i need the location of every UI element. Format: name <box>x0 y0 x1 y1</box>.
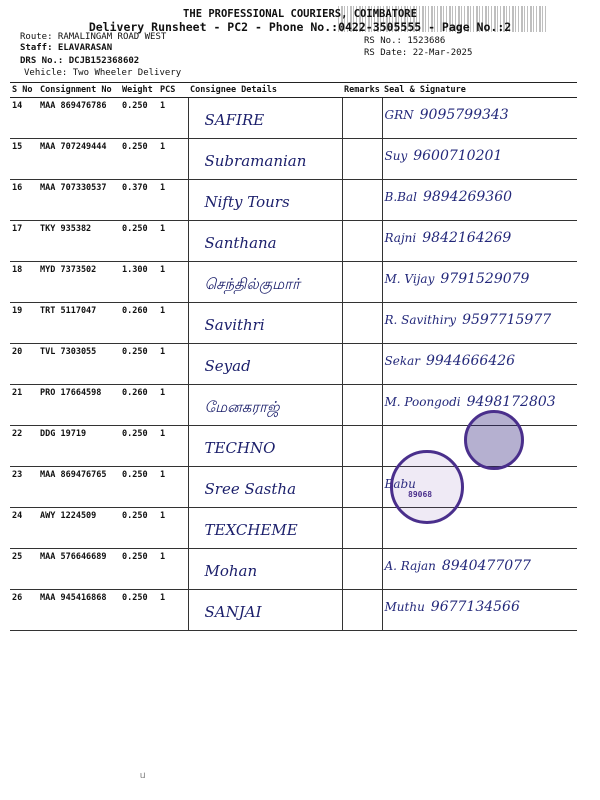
col-consignee: Consignee Details <box>188 83 342 98</box>
row-remarks <box>342 221 382 262</box>
row-consignee-name: SANJAI <box>204 603 262 621</box>
row-seal-signature <box>382 303 577 344</box>
row-sno: 17 <box>10 221 38 262</box>
col-remarks: Remarks <box>342 83 382 98</box>
row-sno: 20 <box>10 344 38 385</box>
row-remarks <box>342 549 382 590</box>
table-header-row <box>10 83 577 98</box>
signature-phone: 9600710201 <box>413 148 503 164</box>
row-consignment-no: MAA 945416868 <box>38 590 120 631</box>
row-sno: 21 <box>10 385 38 426</box>
row-pcs: 1 <box>158 262 188 303</box>
row-seal-signature <box>382 262 577 303</box>
row-consignment-no: MAA 707330537 <box>38 180 120 221</box>
signature-name: Sekar <box>384 354 420 368</box>
row-weight: 0.250 <box>120 590 158 631</box>
row-consignee-name: SAFIRE <box>204 111 265 129</box>
row-signature <box>385 189 576 205</box>
row-weight: 0.250 <box>120 221 158 262</box>
company-round-seal <box>464 410 524 470</box>
vehicle: Vehicle: Two Wheeler Delivery <box>24 68 182 78</box>
row-consignment-no: TRT 5117047 <box>38 303 120 344</box>
row-consignee-name: TECHNO <box>204 439 276 457</box>
col-sno: S No <box>10 83 38 98</box>
runsheet-subtitle: Delivery Runsheet - PC2 - Phone No.:0422-3505555 - Page No.:2 <box>88 20 512 34</box>
row-signature <box>385 312 576 328</box>
row-consignee-cell <box>188 467 342 508</box>
row-consignment-no: MAA 869476765 <box>38 467 120 508</box>
table-row <box>10 180 577 221</box>
row-weight: 0.250 <box>120 467 158 508</box>
row-pcs: 1 <box>158 139 188 180</box>
row-sno: 26 <box>10 590 38 631</box>
row-sno: 15 <box>10 139 38 180</box>
stamp-number: 89068 <box>408 490 433 499</box>
row-remarks <box>342 508 382 549</box>
row-seal-signature <box>382 590 577 631</box>
row-consignment-no: TKY 935382 <box>38 221 120 262</box>
row-weight: 0.250 <box>120 344 158 385</box>
row-consignment-no: MAA 869476786 <box>38 98 120 139</box>
runsheet-table <box>10 82 577 631</box>
row-seal-signature <box>382 139 577 180</box>
row-consignment-no: MYD 7373502 <box>38 262 120 303</box>
signature-phone: 9842164269 <box>422 230 512 246</box>
rs-number: RS No.: 1523686 <box>364 36 446 46</box>
table-row <box>10 467 577 508</box>
row-consignee-cell <box>188 426 342 467</box>
row-weight: 0.250 <box>120 549 158 590</box>
row-signature <box>385 148 576 164</box>
row-weight: 1.300 <box>120 262 158 303</box>
row-pcs: 1 <box>158 549 188 590</box>
col-weight: Weight <box>120 83 158 98</box>
row-consignee-name: மேனகராஜ் <box>204 398 280 416</box>
table-row <box>10 549 577 590</box>
row-signature <box>385 599 576 615</box>
row-remarks <box>342 385 382 426</box>
drs-number: DRS No.: DCJB152368602 <box>20 56 140 66</box>
row-weight: 0.250 <box>120 508 158 549</box>
signature-phone: 9597715977 <box>462 312 552 328</box>
signature-name: A. Rajan <box>384 559 436 573</box>
row-consignment-no: MAA 576646689 <box>38 549 120 590</box>
row-pcs: 1 <box>158 221 188 262</box>
row-consignee-name: Subramanian <box>204 152 307 170</box>
row-sno: 25 <box>10 549 38 590</box>
signature-phone: 9677134566 <box>430 599 520 615</box>
row-pcs: 1 <box>158 344 188 385</box>
row-weight: 0.250 <box>120 426 158 467</box>
row-seal-signature <box>382 180 577 221</box>
row-consignment-no: PRO 17664598 <box>38 385 120 426</box>
row-weight: 0.370 <box>120 180 158 221</box>
row-pcs: 1 <box>158 467 188 508</box>
row-remarks <box>342 344 382 385</box>
signature-name: Babu <box>384 477 416 491</box>
table-row <box>10 508 577 549</box>
signature-name: M. Vijay <box>384 272 435 286</box>
row-consignee-cell <box>188 221 342 262</box>
table-row <box>10 139 577 180</box>
row-consignee-name: Nifty Tours <box>204 193 290 211</box>
row-consignee-cell <box>188 98 342 139</box>
row-weight: 0.250 <box>120 98 158 139</box>
table-row <box>10 590 577 631</box>
row-consignee-name: Seyad <box>204 357 251 375</box>
row-consignment-no: DDG 19719 <box>38 426 120 467</box>
row-pcs: 1 <box>158 385 188 426</box>
row-consignment-no: MAA 707249444 <box>38 139 120 180</box>
row-consignee-cell <box>188 344 342 385</box>
row-sno: 18 <box>10 262 38 303</box>
row-consignee-name: செந்தில்குமார் <box>204 275 300 293</box>
row-pcs: 1 <box>158 303 188 344</box>
row-seal-signature <box>382 221 577 262</box>
signature-phone: 9944666426 <box>425 353 516 369</box>
signature-name: B.Bal <box>384 190 417 204</box>
row-sno: 24 <box>10 508 38 549</box>
row-seal-signature <box>382 98 577 139</box>
row-pcs: 1 <box>158 426 188 467</box>
row-signature <box>385 107 576 123</box>
row-consignee-name: TEXCHEME <box>204 521 298 539</box>
row-consignee-name: Sree Sastha <box>204 480 297 498</box>
row-pcs: 1 <box>158 180 188 221</box>
row-consignee-cell <box>188 303 342 344</box>
row-pcs: 1 <box>158 508 188 549</box>
row-consignee-name: Savithri <box>204 316 265 334</box>
row-sno: 22 <box>10 426 38 467</box>
row-consignee-cell <box>188 139 342 180</box>
signature-name: R. Savithiry <box>384 313 457 327</box>
staff: Staff: ELAVARASAN <box>20 43 113 53</box>
row-sno: 19 <box>10 303 38 344</box>
row-consignee-cell <box>188 549 342 590</box>
rs-date: RS Date: 22-Mar-2025 <box>364 48 473 58</box>
row-consignment-no: AWY 1224509 <box>38 508 120 549</box>
row-consignment-no: TVL 7303055 <box>38 344 120 385</box>
signature-name: GRN <box>384 108 414 122</box>
signature-phone: 9791529079 <box>440 271 530 287</box>
table-row <box>10 221 577 262</box>
row-remarks <box>342 467 382 508</box>
signature-phone: 8940477077 <box>441 558 531 574</box>
signature-phone: 9498172803 <box>466 394 556 410</box>
signature-phone: 9894269360 <box>422 189 513 205</box>
signature-phone: 9095799343 <box>419 107 509 123</box>
row-consignee-name: Santhana <box>204 234 277 252</box>
row-pcs: 1 <box>158 98 188 139</box>
row-weight: 0.250 <box>120 139 158 180</box>
delivery-stamp <box>390 450 464 524</box>
row-weight: 0.260 <box>120 303 158 344</box>
table-row <box>10 98 577 139</box>
row-sno: 16 <box>10 180 38 221</box>
row-signature <box>385 271 576 287</box>
row-consignee-name: Mohan <box>204 562 258 580</box>
row-consignee-cell <box>188 508 342 549</box>
col-seal-signature: Seal & Signature <box>382 83 577 98</box>
row-signature <box>385 558 576 574</box>
row-pcs: 1 <box>158 590 188 631</box>
table-row <box>10 344 577 385</box>
row-remarks <box>342 262 382 303</box>
signature-name: Suy <box>384 149 408 163</box>
row-remarks <box>342 303 382 344</box>
row-signature <box>385 353 576 369</box>
signature-name: Rajni <box>384 231 417 245</box>
row-consignee-cell <box>188 180 342 221</box>
row-remarks <box>342 180 382 221</box>
row-consignee-cell <box>188 590 342 631</box>
row-signature <box>385 394 576 410</box>
row-consignee-cell <box>188 262 342 303</box>
row-weight: 0.260 <box>120 385 158 426</box>
row-seal-signature <box>382 344 577 385</box>
row-sno: 14 <box>10 98 38 139</box>
row-sno: 23 <box>10 467 38 508</box>
row-remarks <box>342 426 382 467</box>
row-signature <box>385 230 576 246</box>
table-row <box>10 303 577 344</box>
route: Route: RAMALINGAM ROAD WEST <box>20 32 167 42</box>
company-title: THE PROFESSIONAL COURIERS, COIMBATORE <box>183 8 417 20</box>
signature-name: M. Poongodi <box>384 395 461 409</box>
signature-name: Muthu <box>384 600 425 614</box>
footer-mark: ᥙ <box>140 770 146 781</box>
row-seal-signature <box>382 549 577 590</box>
row-remarks <box>342 590 382 631</box>
col-pcs: PCS <box>158 83 188 98</box>
table-row <box>10 262 577 303</box>
row-remarks <box>342 98 382 139</box>
row-consignee-cell <box>188 385 342 426</box>
row-remarks <box>342 139 382 180</box>
col-consignment: Consignment No <box>38 83 120 98</box>
